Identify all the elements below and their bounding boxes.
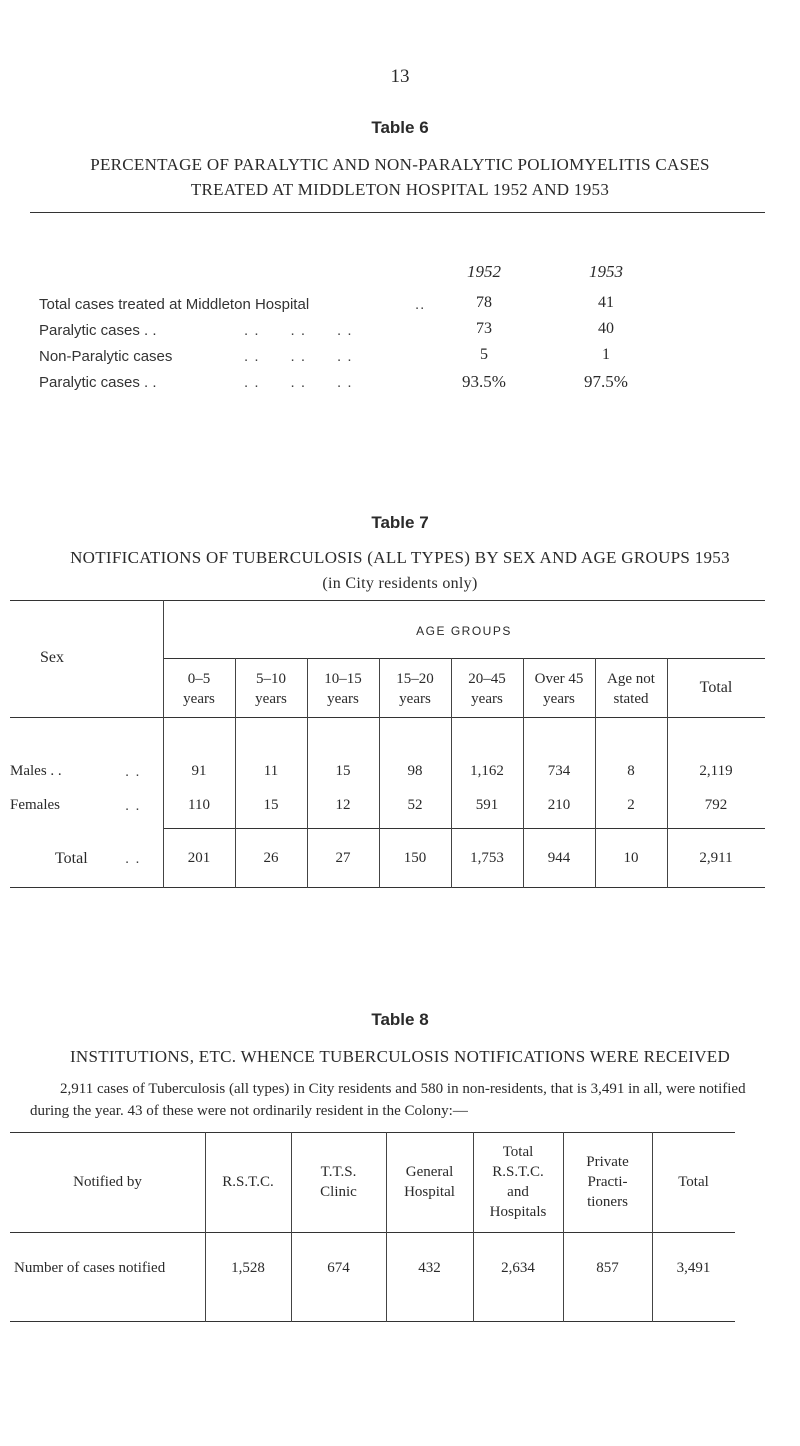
table8-col-header <box>291 1132 386 1232</box>
table6-row-label: Paralytic cases . . <box>39 322 157 339</box>
table7-cell: 10 <box>623 850 639 866</box>
header-line: stated <box>613 691 649 707</box>
table8-col-header <box>563 1132 652 1232</box>
table7-cell: 27 <box>335 850 351 866</box>
header-line: R.S.T.C. <box>492 1164 544 1180</box>
table8-paragraph: 2,911 cases of Tuberculosis (all types) in City residents and 580 in non-residents, that is 3,491 in all, were notified during the year. 43 of these were not ordinarily resident in the Colony:— <box>30 1081 746 1119</box>
table7-col-header <box>595 669 667 709</box>
table7-bottom-rule <box>10 887 765 888</box>
table7-cell: 1,162 <box>470 763 504 779</box>
table8-col-header <box>10 1132 205 1232</box>
header-line: 15–20 <box>396 671 434 687</box>
table6-value-1952: 73 <box>476 320 492 337</box>
table8-title: INSTITUTIONS, ETC. WHENCE TUBERCULOSIS NOTIFICATIONS WERE RECEIVED <box>69 1047 731 1066</box>
header-line: Hospital <box>404 1184 455 1200</box>
table6-value-1953: 41 <box>598 294 614 311</box>
table8-cell: 432 <box>418 1260 441 1276</box>
table7-cell: 15 <box>263 797 279 813</box>
table7-cell: 734 <box>547 763 571 779</box>
table6-title-line2: TREATED AT MIDDLETON HOSPITAL 1952 AND 1953 <box>190 180 610 199</box>
table7-col-header <box>523 669 595 709</box>
header-line: years <box>327 691 359 707</box>
table8-col-header <box>473 1132 563 1232</box>
table7-cell: 26 <box>263 850 279 866</box>
table7-cell: 150 <box>403 850 427 866</box>
header-line: 20–45 <box>468 671 506 687</box>
header-line: Private <box>586 1154 629 1170</box>
table7-cell: 591 <box>475 797 499 813</box>
table8-col-header <box>386 1132 473 1232</box>
header-line: T.T.S. <box>320 1164 357 1180</box>
table6-row-label: Total cases treated at Middleton Hospital <box>39 296 310 313</box>
header-line: years <box>399 691 431 707</box>
table8-cell: 857 <box>596 1260 619 1276</box>
table7-row-label: Total <box>55 850 88 867</box>
table7-col-header <box>235 669 307 709</box>
header-line: Hospitals <box>489 1204 547 1220</box>
table6-top-rule <box>30 212 765 213</box>
table7-row-leader: . . <box>125 850 141 867</box>
table7-cell: 15 <box>335 763 351 779</box>
header-line: Clinic <box>320 1184 357 1200</box>
header-line: Total <box>502 1144 534 1160</box>
table7-col-header <box>163 669 235 709</box>
table7-cell: 944 <box>547 850 571 866</box>
table7-caption: Table 7 <box>371 513 429 532</box>
table8-col-header <box>205 1132 291 1232</box>
header-line: years <box>183 691 215 707</box>
header-line: years <box>471 691 503 707</box>
header-line: and <box>507 1184 529 1200</box>
table7-cell: 2 <box>627 797 635 813</box>
table7-cell: 2,119 <box>699 763 733 779</box>
table7-cell: 98 <box>407 763 423 779</box>
table7-age-groups-header: AGE GROUPS <box>416 624 512 638</box>
header-line: 10–15 <box>324 671 362 687</box>
table6-value-1952: 5 <box>480 346 488 363</box>
table7-title: NOTIFICATIONS OF TUBERCULOSIS (ALL TYPES) BY SEX AND AGE GROUPS 1953 <box>70 548 730 567</box>
table7-age-rule <box>163 658 765 659</box>
table8-cell: 2,634 <box>501 1260 535 1276</box>
table6-row-label: Paralytic cases . . <box>39 374 157 391</box>
table7 <box>0 600 800 890</box>
table7-total-rule <box>163 828 765 829</box>
table7-cell: 11 <box>263 763 279 779</box>
table7-row-leader: . . <box>125 797 141 814</box>
table6-year-1952: 1952 <box>467 262 501 281</box>
table6-row-leader: . . . . . . <box>244 374 353 391</box>
header-line: 5–10 <box>256 671 286 687</box>
table6-title-line1: PERCENTAGE OF PARALYTIC AND NON-PARALYTIC POLIOMYELITIS CASES <box>90 155 710 174</box>
table7-col-header <box>451 669 523 709</box>
table7-cell: 792 <box>704 797 728 813</box>
header-line: tioners <box>587 1194 628 1210</box>
table6-row-leader: . . . . . . <box>244 348 353 365</box>
table7-header-rule <box>10 717 765 718</box>
header-line: Total <box>699 679 733 696</box>
table6-row-label: Non-Paralytic cases <box>39 348 173 365</box>
table7-cell: 210 <box>547 797 571 813</box>
table8-bottom-rule <box>10 1321 735 1322</box>
table7-col-header <box>307 669 379 709</box>
header-line: Over 45 <box>534 671 584 687</box>
table7-col-header <box>667 678 765 698</box>
table7-top-rule <box>10 600 765 601</box>
table8 <box>0 1132 800 1332</box>
table6-value-1953: 97.5% <box>584 372 628 391</box>
header-line: Practi- <box>587 1174 628 1190</box>
table6-value-1952: 78 <box>476 294 492 311</box>
table6-value-1953: 40 <box>598 320 614 337</box>
table7-cell: 91 <box>191 763 207 779</box>
table7-cell: 1,753 <box>470 850 504 866</box>
table7-divider <box>163 600 164 888</box>
table7-cell: 52 <box>407 797 423 813</box>
table8-header-rule <box>10 1232 735 1233</box>
table7-cell: 8 <box>627 763 635 779</box>
header-line: 0–5 <box>187 671 211 687</box>
table7-subtitle: (in City residents only) <box>322 575 478 592</box>
table6-caption: Table 6 <box>371 118 429 137</box>
table6-value-1952: 93.5% <box>462 372 506 391</box>
header-line: years <box>543 691 575 707</box>
table6-value-1953: 1 <box>602 346 610 363</box>
table8-cell: 3,491 <box>676 1260 711 1276</box>
table7-row-label: Females <box>10 797 60 813</box>
table7-row-label: Males . . <box>10 763 62 779</box>
header-line: General <box>405 1164 454 1180</box>
table6-row-leader: .. <box>415 296 426 313</box>
table7-row-leader: . . <box>125 763 141 780</box>
table8-col-header <box>652 1132 735 1232</box>
table8-caption: Table 8 <box>371 1010 429 1029</box>
page-number: 13 <box>390 66 410 87</box>
header-line: years <box>255 691 287 707</box>
table6-year-1953: 1953 <box>589 262 623 281</box>
table8-cell: 674 <box>327 1260 350 1276</box>
header-line: Notified by <box>73 1174 142 1190</box>
table7-sex-header: Sex <box>40 649 64 666</box>
header-line: Total <box>678 1174 709 1190</box>
table8-cell: 1,528 <box>231 1260 265 1276</box>
table7-cell: 12 <box>335 797 351 813</box>
header-line: R.S.T.C. <box>222 1174 274 1190</box>
table7-col-header <box>379 669 451 709</box>
table7-cell: 2,911 <box>699 850 733 866</box>
table8-row-label: Number of cases notified <box>14 1260 166 1276</box>
table7-cell: 201 <box>187 850 211 866</box>
table7-cell: 110 <box>188 797 210 813</box>
header-line: Age not <box>607 671 655 687</box>
table6-row-leader: . . . . . . <box>244 322 353 339</box>
